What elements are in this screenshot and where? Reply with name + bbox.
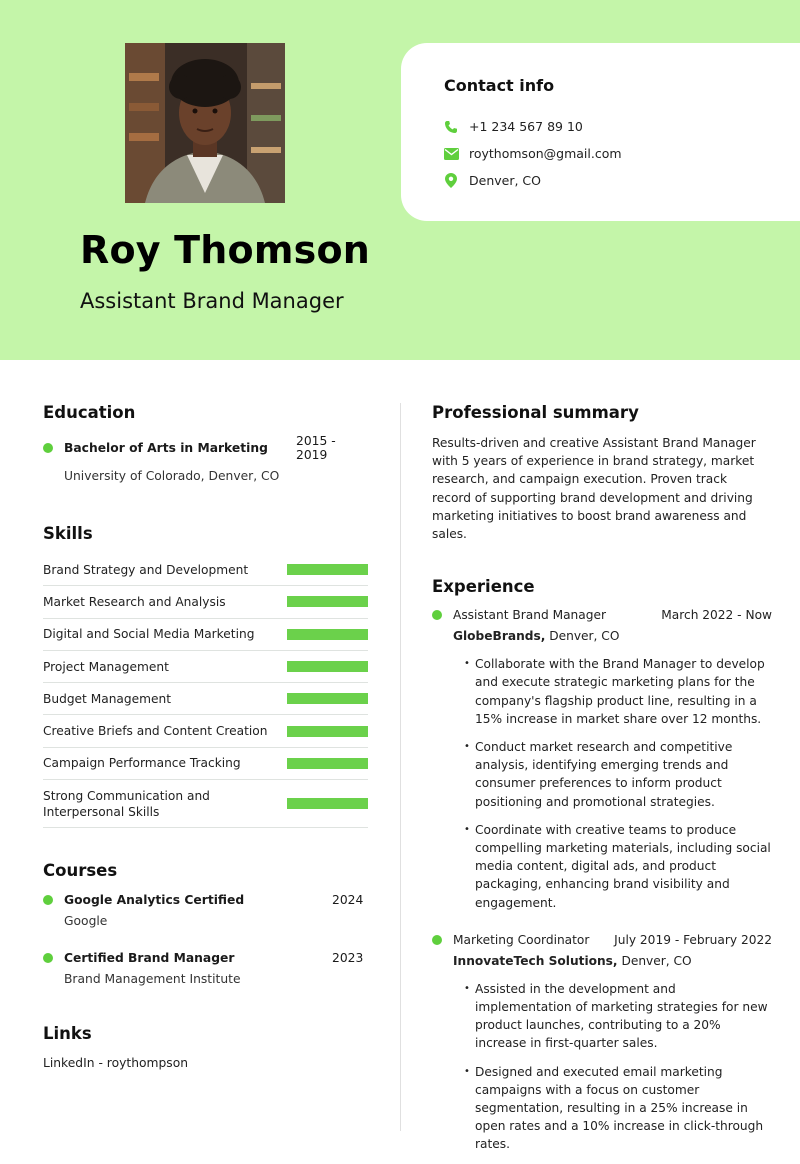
education-title: Education: [43, 403, 136, 422]
contact-title: Contact info: [444, 76, 555, 95]
skill-name: Project Management: [43, 659, 169, 674]
skill-level-bar: [287, 726, 368, 737]
job-bullet: • Designed and executed email marketing campaigns with a focus on customer segmentation, resulting in a 25% increase in open rates and a 10% increase in click-through rates.: [464, 1063, 772, 1154]
skill-level-bar: [287, 596, 368, 607]
skill-level-fill: [287, 596, 368, 607]
phone-text: +1 234 567 89 10: [469, 119, 583, 134]
course-year: 2023: [332, 951, 364, 966]
bullet-dot-icon: [432, 610, 442, 620]
job-entry: [432, 933, 772, 1154]
job-header: [432, 933, 772, 947]
skill-name: Campaign Performance Tracking: [43, 756, 241, 771]
course-entry: [43, 951, 368, 965]
skill-level-bar: [287, 661, 368, 672]
bullet-dot-icon: [43, 953, 53, 963]
job-company: InnovateTech Solutions,: [453, 953, 618, 968]
job-bullets: [464, 655, 772, 912]
course-year: 2024: [332, 893, 364, 908]
right-column: [432, 403, 772, 1164]
skill-name: Strong Communication and Interpersonal Skills: [43, 788, 210, 819]
skill-row: [43, 586, 368, 618]
skill-level-fill: [287, 798, 368, 809]
summary-text: Results-driven and creative Assistant Brand Manager with 5 years of experience in brand strategy, market research, and campaign execution. Proven track record of supporting brand development and driving marketing initiatives to boost brand awareness and sales.: [432, 436, 756, 542]
job-bullet: • Assisted in the development and implementation of marketing strategies for new product launches, contributing to a 20% increase in first-quarter sales.: [464, 980, 772, 1053]
job-bullet: • Conduct market research and competitive analysis, identifying emerging trends and consumer preferences to inform product positioning and promotional strategies.: [464, 738, 772, 811]
education-degree: Bachelor of Arts in Marketing: [64, 441, 268, 455]
job-dates: March 2022 - Now: [661, 608, 772, 623]
skill-row: [43, 748, 368, 780]
phone-icon: [444, 120, 458, 134]
course-org: Brand Management Institute: [64, 972, 241, 987]
job-header: [432, 608, 772, 622]
bullet-dot-icon: [432, 935, 442, 945]
education-school: University of Colorado, Denver, CO: [64, 469, 280, 483]
job-company-line: [453, 954, 772, 968]
skill-level-bar: [287, 798, 368, 809]
left-column: [43, 403, 368, 1070]
skills-title: Skills: [43, 524, 93, 543]
skill-row: [43, 780, 368, 828]
skill-level-bar: [287, 629, 368, 640]
skill-level-bar: [287, 693, 368, 704]
location-pin-icon: [444, 174, 458, 188]
skill-row: [43, 554, 368, 586]
courses-title: Courses: [43, 861, 118, 881]
skill-level-bar: [287, 564, 368, 575]
job-company-line: [453, 629, 772, 643]
skills-list: [43, 554, 368, 828]
course-org: Google: [64, 914, 108, 929]
links-title: Links: [43, 1024, 92, 1044]
job-bullet: • Collaborate with the Brand Manager to develop and execute strategic marketing plans for the company's flagship product line, resulting in a 15% increase in market share over 12 months.: [464, 655, 772, 728]
contact-phone[interactable]: [444, 113, 800, 140]
skill-row: [43, 651, 368, 683]
contact-card: [401, 43, 800, 221]
contact-location: [444, 167, 800, 194]
course-entry: [43, 893, 368, 907]
candidate-title: Assistant Brand Manager: [80, 289, 344, 313]
skill-name: Budget Management: [43, 691, 171, 706]
email-text: roythomson@gmail.com: [469, 146, 622, 161]
skill-level-fill: [287, 758, 368, 769]
skill-row: [43, 619, 368, 651]
column-divider: [400, 403, 401, 1131]
skill-level-bar: [287, 758, 368, 769]
skill-name: Creative Briefs and Content Creation: [43, 724, 268, 739]
skill-row: [43, 715, 368, 747]
skill-level-fill: [287, 726, 368, 737]
job-location: Denver, CO: [545, 629, 620, 644]
skill-level-fill: [287, 661, 368, 672]
skill-name: Market Research and Analysis: [43, 594, 226, 609]
skill-level-fill: [287, 564, 368, 575]
job-role: Assistant Brand Manager: [453, 608, 606, 623]
job-dates: July 2019 - February 2022: [614, 932, 772, 947]
profile-photo-illustration: [125, 43, 285, 203]
profile-photo: [125, 43, 285, 203]
skill-name: Brand Strategy and Development: [43, 562, 249, 577]
job-role: Marketing Coordinator: [453, 932, 590, 947]
location-text: Denver, CO: [469, 173, 541, 188]
job-company: GlobeBrands,: [453, 629, 546, 644]
email-icon: [444, 147, 458, 161]
education-entry: [43, 434, 368, 462]
job-location: Denver, CO: [617, 953, 692, 968]
job-bullets: [464, 980, 772, 1154]
candidate-name: Roy Thomson: [80, 228, 371, 272]
skill-level-fill: [287, 693, 368, 704]
contact-email[interactable]: [444, 140, 800, 167]
bullet-dot-icon: [43, 895, 53, 905]
experience-title: Experience: [432, 577, 535, 597]
skill-name: Digital and Social Media Marketing: [43, 627, 255, 642]
bullet-dot-icon: [43, 443, 53, 453]
course-name: Certified Brand Manager: [64, 951, 235, 966]
job-entry: [432, 608, 772, 912]
course-name: Google Analytics Certified: [64, 893, 245, 908]
linkedin-link[interactable]: LinkedIn - roythompson: [43, 1056, 189, 1071]
skill-row: [43, 683, 368, 715]
education-years: 2015 - 2019: [296, 434, 336, 462]
job-bullet: • Coordinate with creative teams to produce compelling marketing materials, including social media content, digital ads, and product packaging, enhancing brand visibility and engagement.: [464, 821, 772, 912]
summary-title: Professional summary: [432, 403, 639, 422]
skill-level-fill: [287, 629, 368, 640]
